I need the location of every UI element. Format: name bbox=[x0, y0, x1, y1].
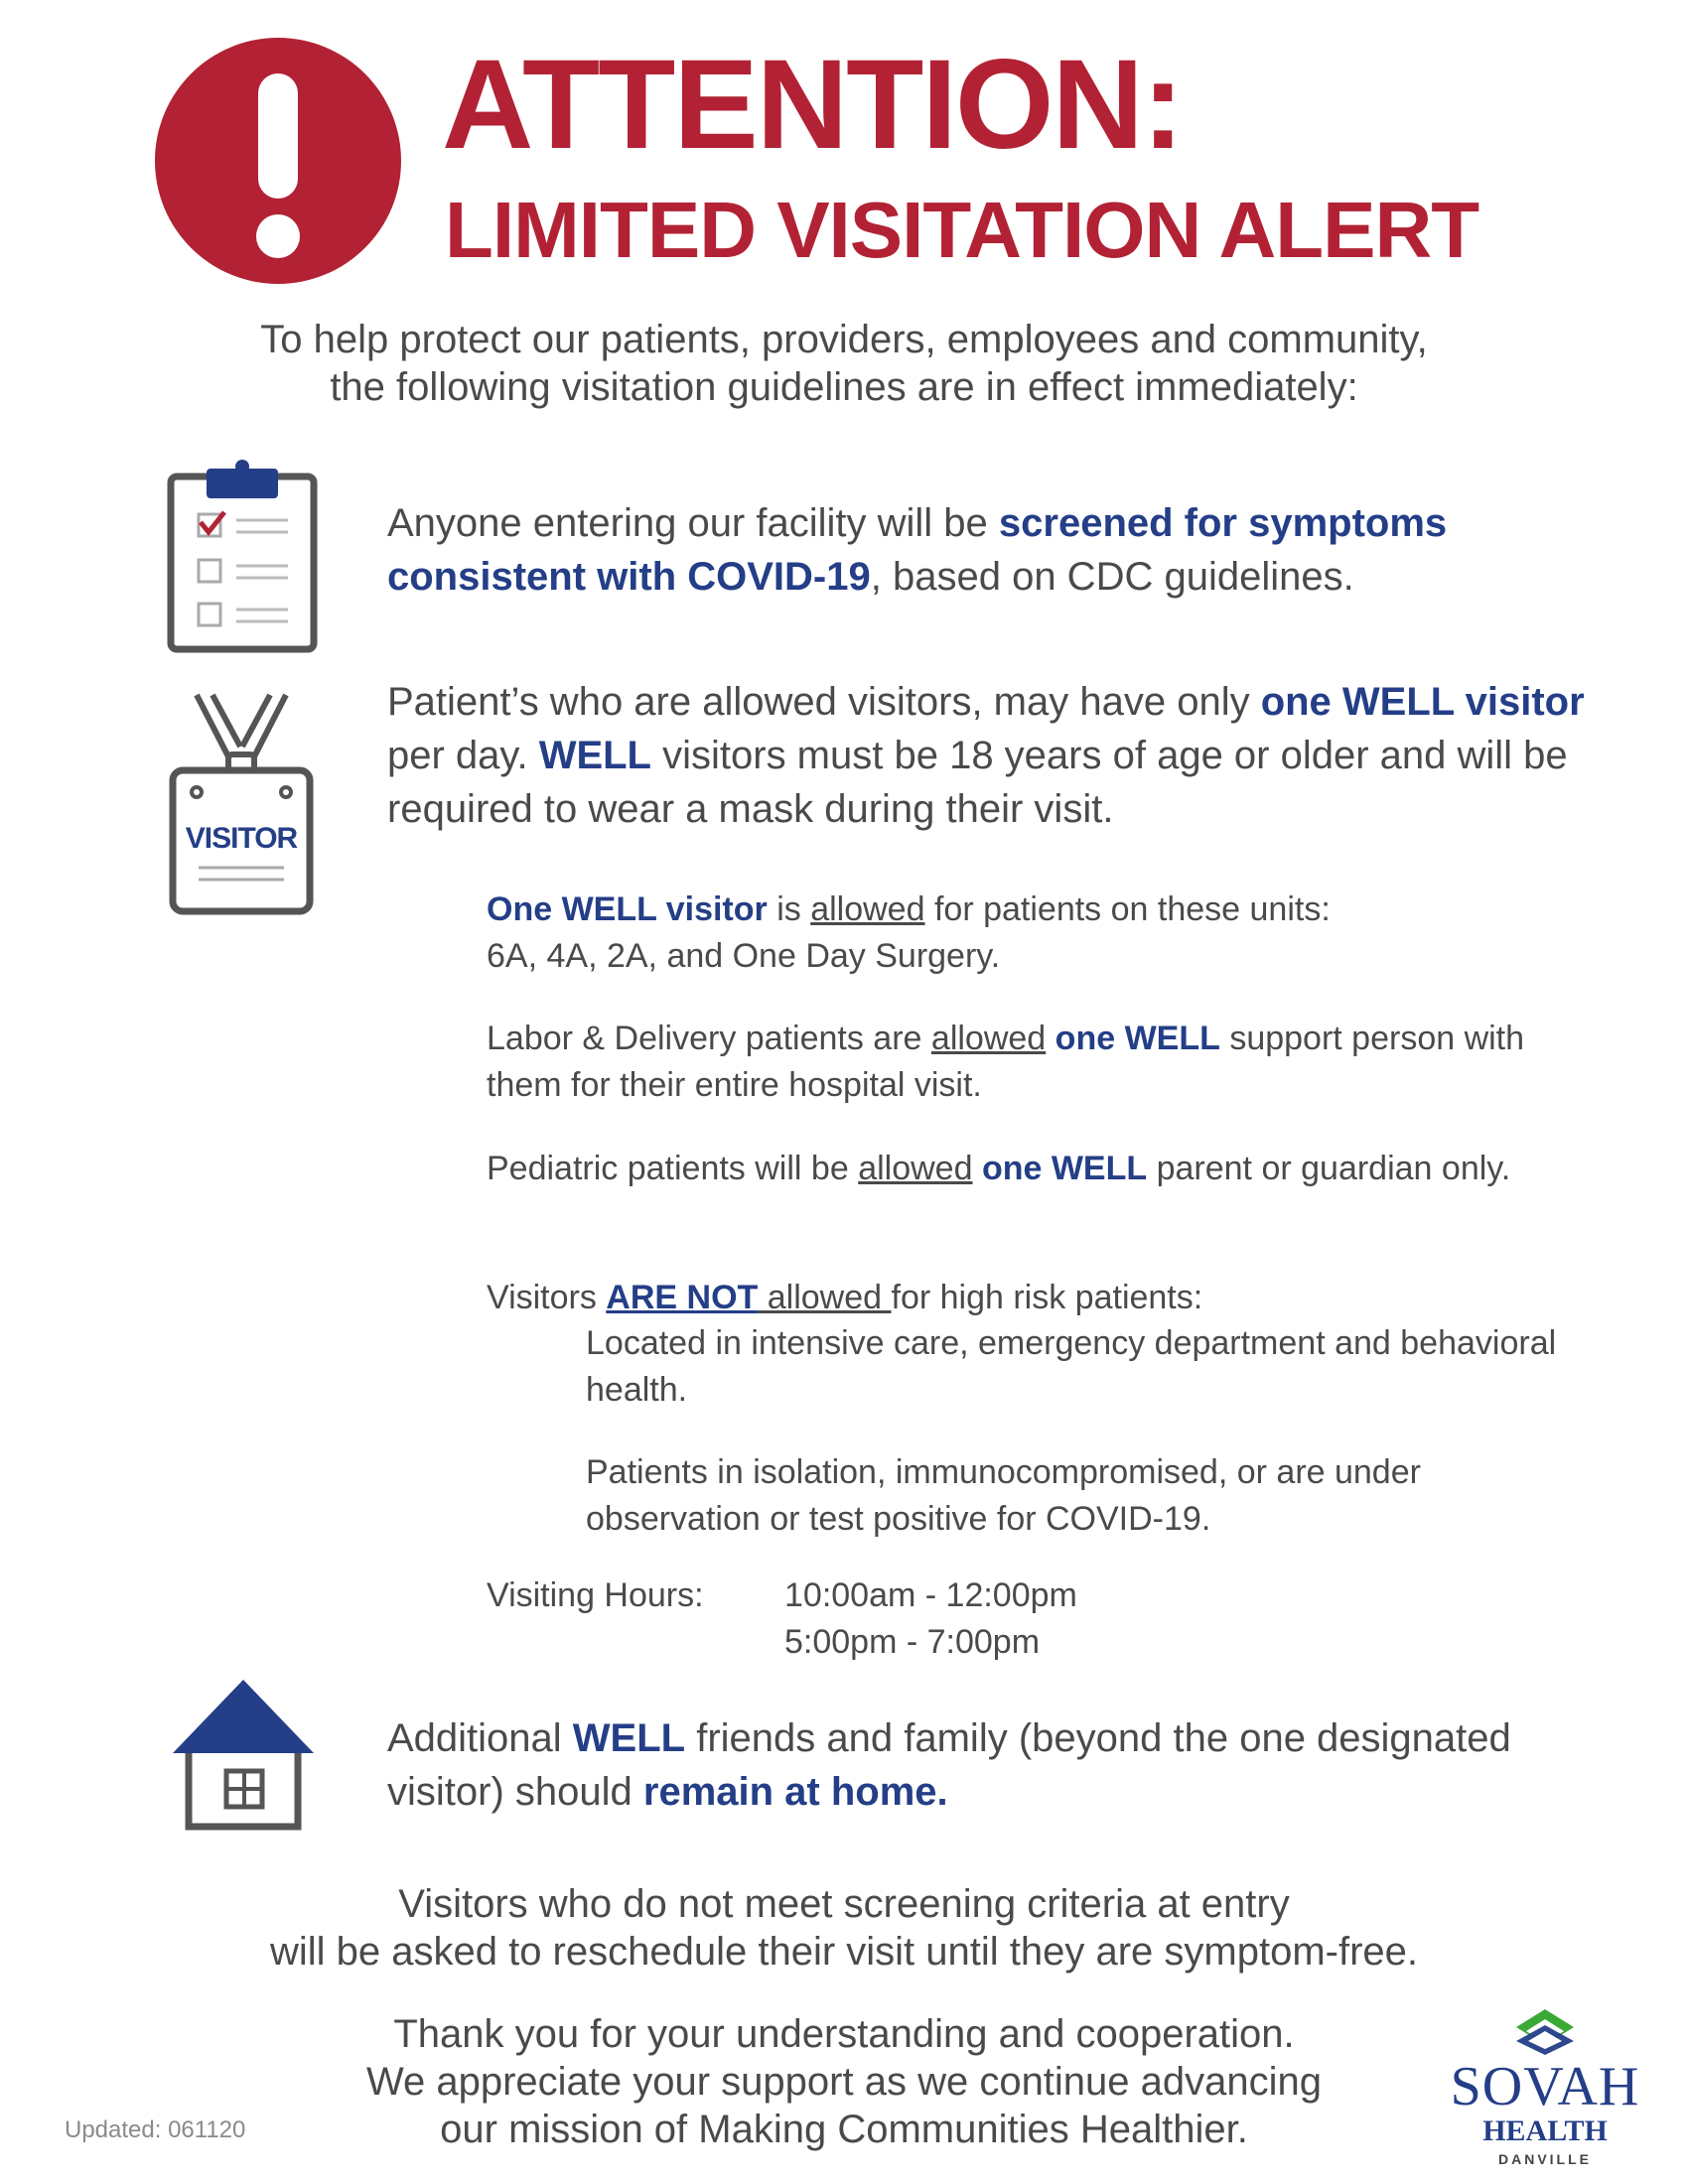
page-subtitle: LIMITED VISITATION ALERT bbox=[445, 186, 1479, 274]
logo-location: DANVILLE bbox=[1498, 2151, 1592, 2167]
thank-you-note: Thank you for your understanding and cooperation. We appreciate your support as we continue advancing our mission of Making Communities Healthier. bbox=[365, 2012, 1323, 2151]
logo-name: SOVAH bbox=[1450, 2056, 1640, 2117]
not-allowed-rule: Visitors ARE NOT allowed for high risk patients: bbox=[487, 1279, 1203, 1316]
house-icon bbox=[171, 1678, 316, 1833]
visitor-badge-icon bbox=[169, 691, 314, 915]
pediatric-rule: Pediatric patients will be allowed one WELL parent or guardian only. bbox=[487, 1150, 1511, 1187]
visiting-hours-slot-2: 5:00pm - 7:00pm bbox=[784, 1623, 1041, 1661]
clipboard-checklist-icon bbox=[167, 459, 318, 653]
units-rule: One WELL visitor is allowed for patients on these units: 6A, 4A, 2A, and One Day Surgery. bbox=[487, 890, 1331, 975]
not-allowed-item-1: Located in intensive care, emergency department and behavioral health. bbox=[586, 1324, 1557, 1409]
intro-text: To help protect our patients, providers, employees and community, the following visitation guidelines are in effect immediately: bbox=[260, 318, 1428, 409]
labor-delivery-rule: Labor & Delivery patients are allowed one WELL support person with them for their entire hospital visit. bbox=[487, 1020, 1525, 1104]
visitor-policy-paragraph: Patient’s who are allowed visitors, may have only one WELL visitor per day. WELL visitors must be 18 years of age or older and will be required to wear a mask during their visit. bbox=[387, 680, 1585, 831]
not-allowed-item-2: Patients in isolation, immunocompromised, or are under observation or test positive for COVID-19. bbox=[586, 1453, 1421, 1538]
visitor-badge-label: VISITOR bbox=[185, 822, 298, 855]
screening-paragraph: Anyone entering our facility will be screened for symptoms consistent with COVID-19, based on CDC guidelines. bbox=[387, 501, 1448, 599]
visiting-hours-label: Visiting Hours: bbox=[487, 1576, 704, 1614]
updated-date: Updated: 061120 bbox=[65, 2116, 246, 2143]
logo-subtitle: HEALTH bbox=[1482, 2115, 1608, 2147]
visiting-hours-slot-1: 10:00am - 12:00pm bbox=[784, 1576, 1077, 1614]
sovah-health-logo bbox=[1446, 2007, 1644, 2167]
logo-mark-icon bbox=[1514, 2007, 1576, 2055]
alert-exclamation-icon bbox=[155, 38, 401, 284]
remain-home-paragraph: Additional WELL friends and family (beyond the one designated visitor) should remain at home. bbox=[387, 1716, 1511, 1814]
screening-criteria-note: Visitors who do not meet screening criteria at entry will be asked to reschedule their visit until they are symptom-free. bbox=[269, 1882, 1419, 1974]
page-title: ATTENTION: bbox=[442, 34, 1183, 176]
